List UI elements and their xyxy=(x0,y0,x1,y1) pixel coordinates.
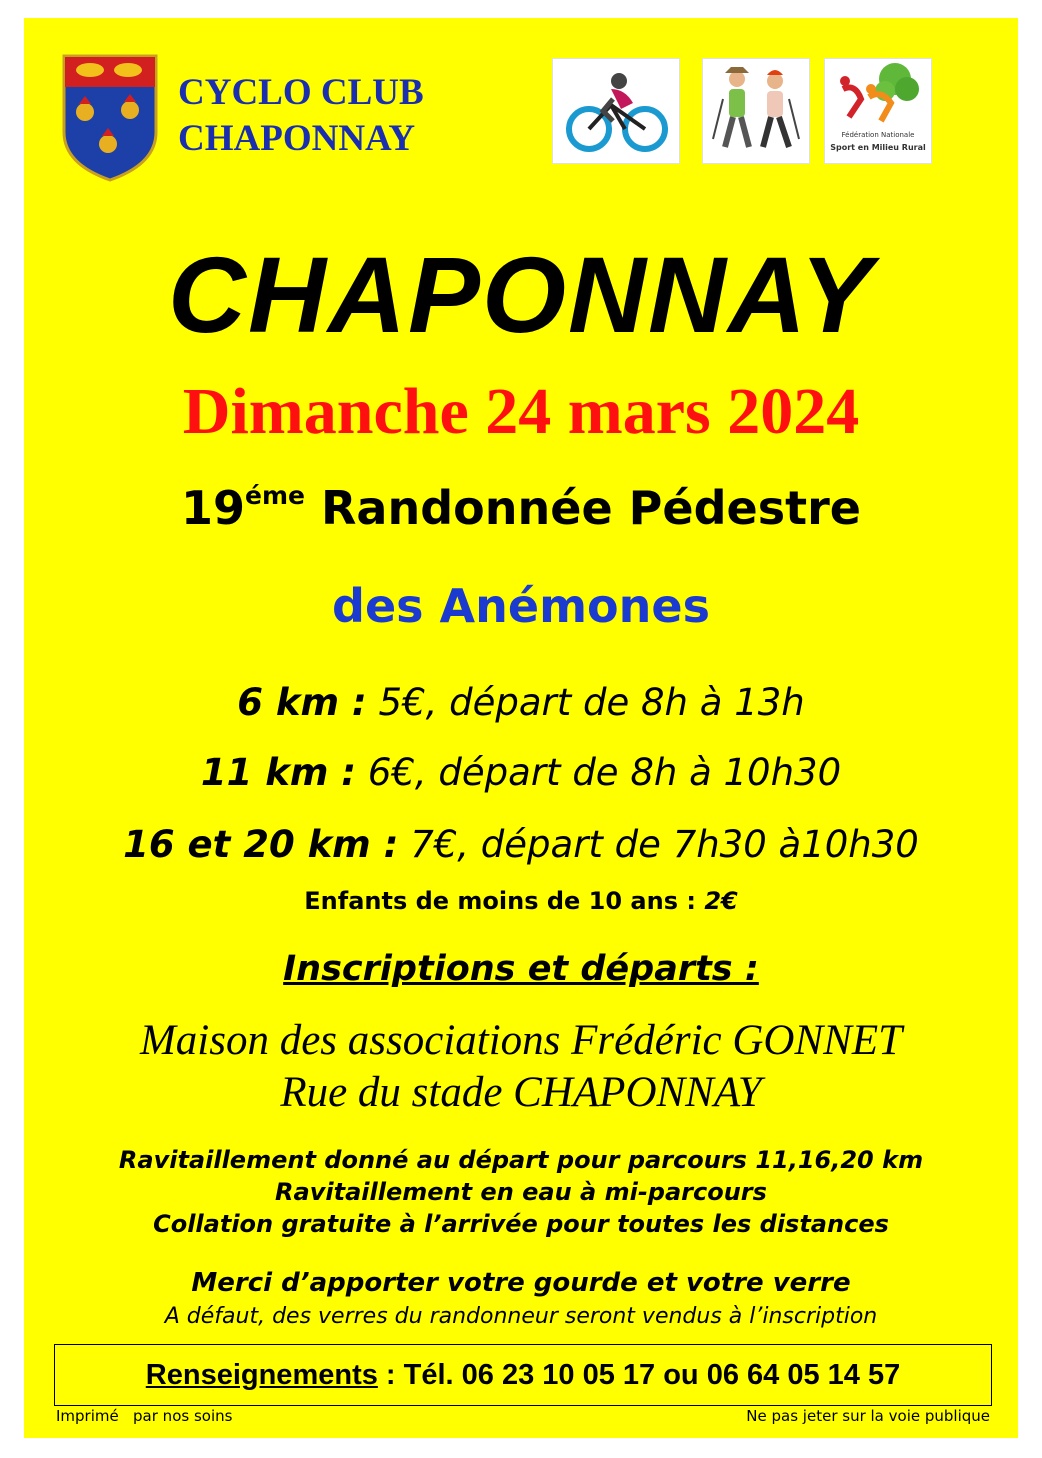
contact-info xyxy=(55,1345,991,1405)
children-price xyxy=(24,884,1018,918)
contact-phones: : Tél. 06 23 10 05 17 ou 06 64 05 14 57 xyxy=(377,1359,901,1391)
children-label: Enfants de moins de 10 ans : xyxy=(304,887,696,915)
registration-heading: Inscriptions et départs : xyxy=(283,949,759,989)
price-row xyxy=(24,820,1018,870)
price-details: 6€, départ de 8h à 10h30 xyxy=(367,751,842,794)
walkers-logo xyxy=(702,58,810,164)
price-details: 7€, départ de 7h30 à10h30 xyxy=(410,823,919,866)
federation-label-bottom: Sport en Milieu Rural xyxy=(830,143,926,152)
federation-icon xyxy=(825,59,931,129)
federation-logo xyxy=(824,58,932,164)
address-line2: Rue du stade CHAPONNAY xyxy=(280,1069,762,1116)
event-name-text: Randonnée Pédestre xyxy=(321,481,861,535)
children-amount: 2€ xyxy=(704,887,738,915)
price-details: 5€, départ de 8h à 13h xyxy=(378,681,805,724)
notice-line1: Merci d’apporter votre gourde et votre verre xyxy=(191,1268,851,1298)
federation-label-top: Fédération Nationale xyxy=(841,131,915,139)
price-row xyxy=(24,748,1018,798)
event-ordinal-suffix: éme xyxy=(245,481,305,510)
club-crest-icon xyxy=(60,52,160,184)
supply-line: Ravitaillement en eau à mi-parcours xyxy=(275,1178,767,1206)
contact-label: Renseignements xyxy=(145,1359,378,1391)
cycling-logo xyxy=(552,58,680,164)
footer-notice: Ne pas jeter sur la voie publique xyxy=(746,1407,990,1425)
event-ordinal: 19 xyxy=(181,481,246,535)
address-line1: Maison des associations Frédéric GONNET xyxy=(139,1017,903,1064)
price-row xyxy=(24,678,1018,728)
supply-line: Collation gratuite à l’arrivée pour toutes les distances xyxy=(153,1210,889,1238)
price-distance: 16 et 20 km : xyxy=(123,823,399,866)
club-name-line2: CHAPONNAY xyxy=(178,118,416,159)
walkers-icon xyxy=(703,59,809,163)
club-name-line1: CYCLO CLUB xyxy=(178,72,424,113)
notice-line2: A défaut, des verres du randonneur seront vendus à l’inscription xyxy=(164,1304,878,1329)
event-subtitle: des Anémones xyxy=(332,579,710,633)
price-distance: 6 km : xyxy=(237,681,367,724)
cyclist-icon xyxy=(553,59,679,163)
footer-printed: Imprimé par nos soins xyxy=(56,1407,233,1425)
event-date: Dimanche 24 mars 2024 xyxy=(182,375,860,448)
page-title: CHAPONNAY xyxy=(167,234,875,355)
price-distance: 11 km : xyxy=(200,751,357,794)
poster xyxy=(24,18,1018,1438)
supply-line: Ravitaillement donné au départ pour parcours 11,16,20 km xyxy=(118,1146,924,1174)
event-name xyxy=(24,478,1018,538)
club-name xyxy=(178,70,424,162)
contact-box xyxy=(54,1344,992,1406)
